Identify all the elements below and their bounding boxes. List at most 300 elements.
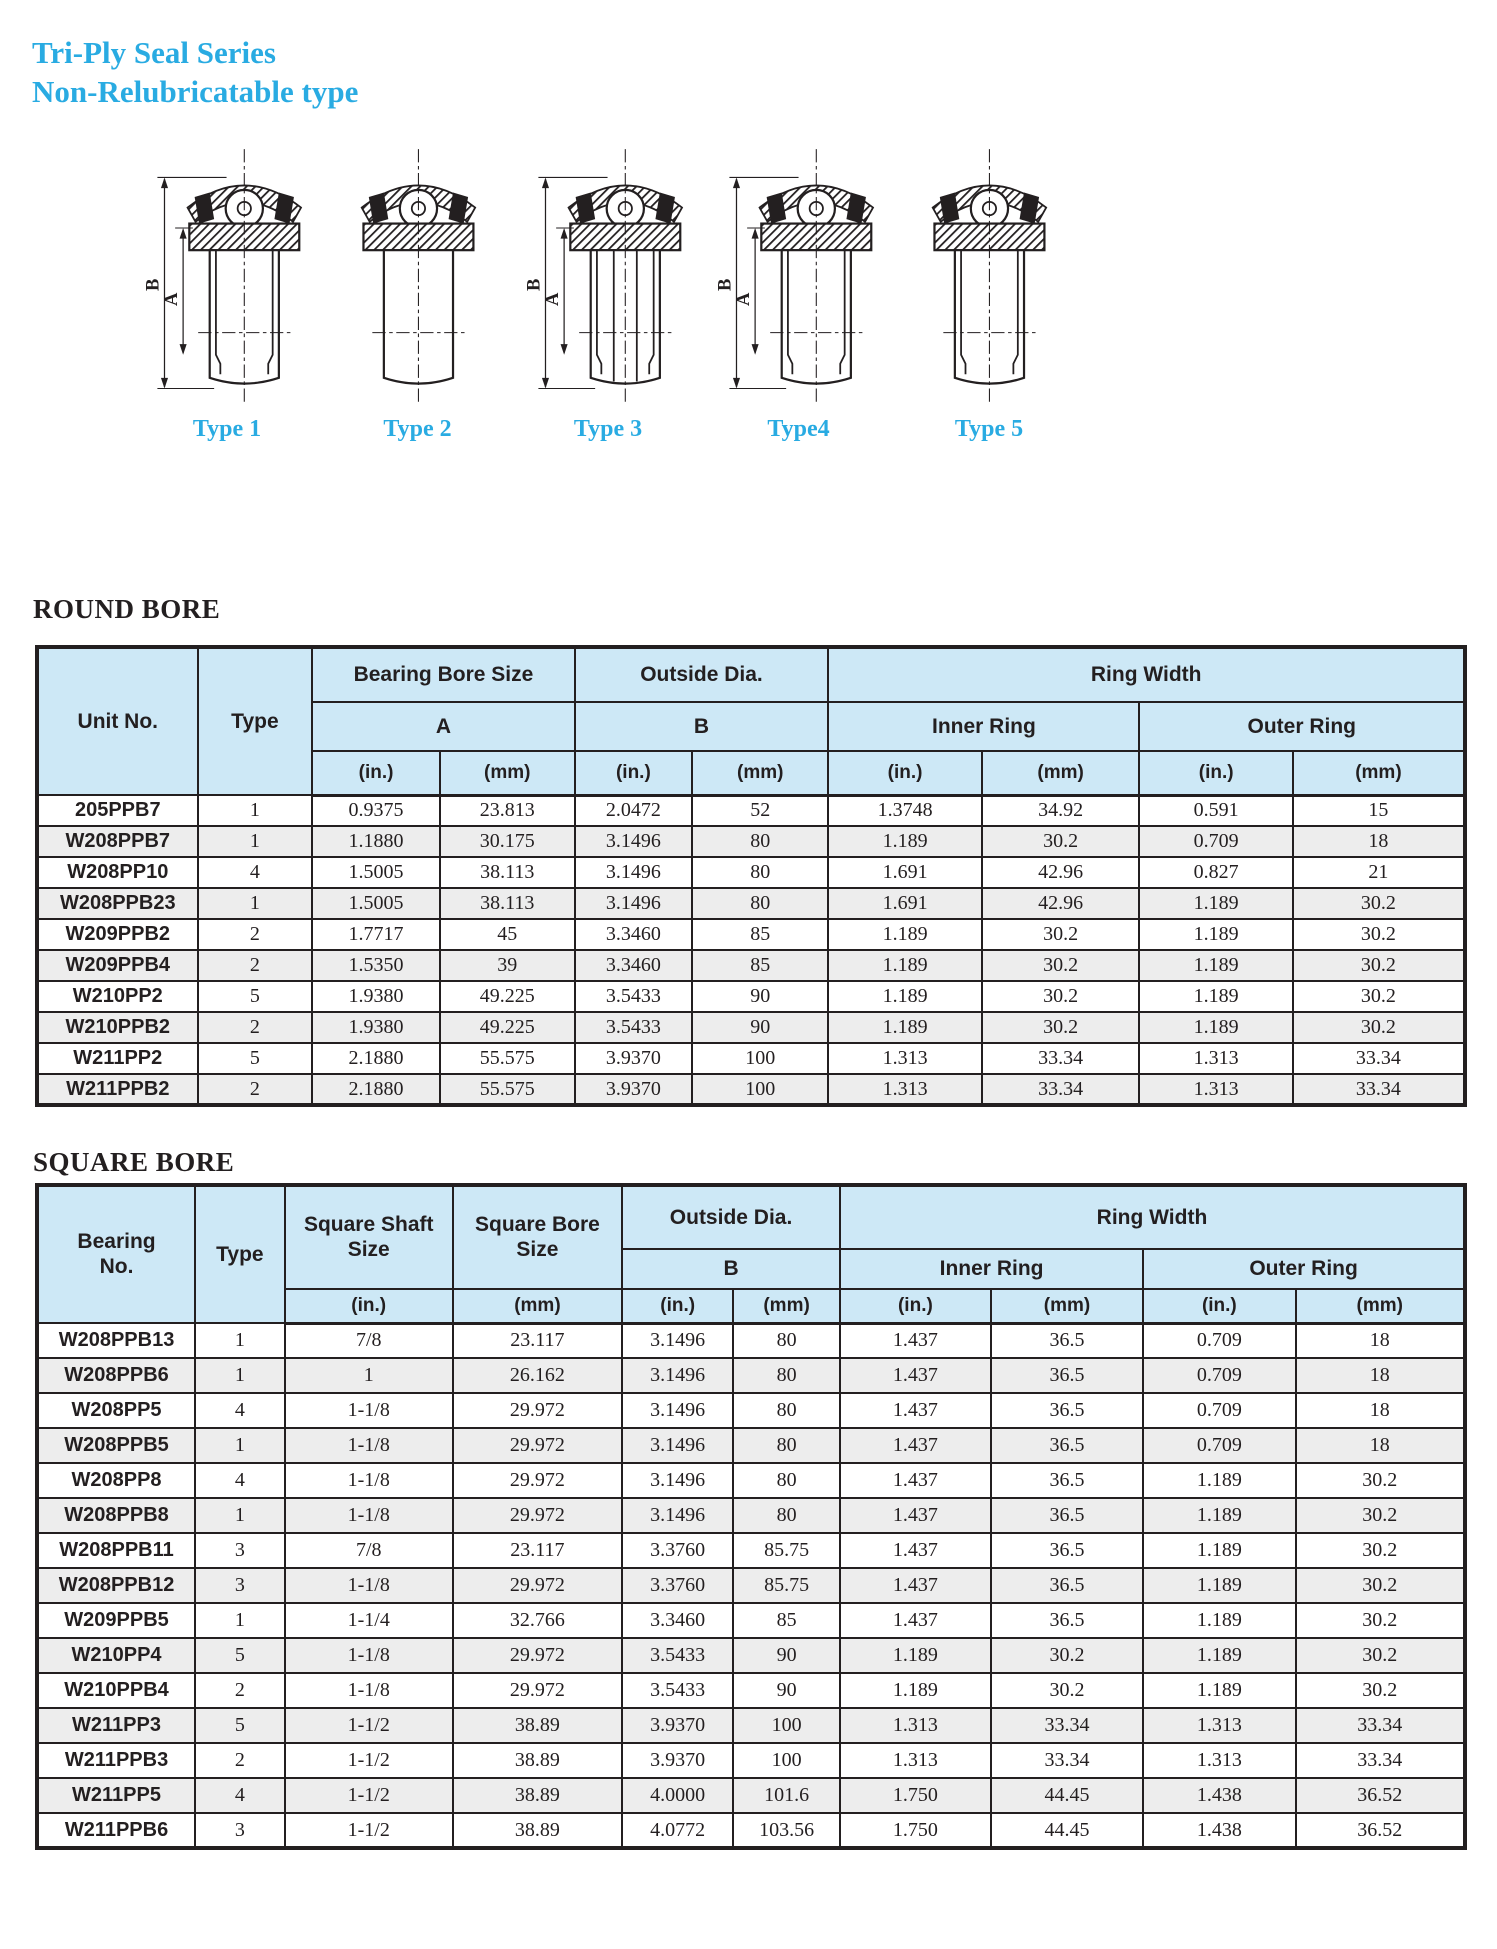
unit-header-mm: (mm)	[991, 1289, 1143, 1323]
value-cell: 30.2	[982, 981, 1140, 1012]
col-header-type: Type	[198, 647, 313, 795]
value-cell: 80	[733, 1498, 840, 1533]
value-cell: 29.972	[453, 1393, 622, 1428]
value-cell: 1.189	[1143, 1463, 1295, 1498]
unit-number-cell: W208PPB6	[37, 1358, 195, 1393]
value-cell: 45	[440, 919, 575, 950]
value-cell: 90	[692, 1012, 828, 1043]
bearing-cross-section	[901, 142, 1077, 408]
page-title-line1: Tri-Ply Seal Series	[32, 35, 276, 70]
value-cell: 80	[692, 857, 828, 888]
value-cell: 29.972	[453, 1568, 622, 1603]
unit-header-in: (in.)	[575, 751, 693, 795]
value-cell: 1.9380	[312, 1012, 440, 1043]
value-cell: 3.9370	[575, 1074, 693, 1105]
value-cell: 29.972	[453, 1673, 622, 1708]
value-cell: 80	[692, 826, 828, 857]
unit-header-in: (in.)	[828, 751, 981, 795]
table-row	[37, 1533, 1465, 1568]
table-row	[37, 1603, 1465, 1638]
value-cell: 3.3460	[622, 1603, 733, 1638]
unit-number-cell: W208PP5	[37, 1393, 195, 1428]
col-subheader-outer-ring: Outer Ring	[1139, 702, 1465, 751]
value-cell: 42.96	[982, 857, 1140, 888]
value-cell: 55.575	[440, 1043, 575, 1074]
value-cell: 1-1/2	[285, 1743, 453, 1778]
value-cell: 80	[733, 1323, 840, 1358]
value-cell: 38.89	[453, 1813, 622, 1848]
value-cell: 1.437	[840, 1393, 991, 1428]
col-header-square-shaft-size	[285, 1185, 453, 1289]
value-cell: 1.189	[828, 981, 981, 1012]
table-row	[37, 1323, 1465, 1358]
value-cell: 1-1/8	[285, 1568, 453, 1603]
value-cell: 33.34	[991, 1743, 1143, 1778]
value-cell: 0.709	[1143, 1323, 1295, 1358]
value-cell: 1.7717	[312, 919, 440, 950]
value-cell: 1.750	[840, 1813, 991, 1848]
value-cell: 23.117	[453, 1533, 622, 1568]
value-cell: 1.437	[840, 1463, 991, 1498]
value-cell: 1-1/4	[285, 1603, 453, 1638]
value-cell: 3.3460	[575, 919, 693, 950]
value-cell: 3.9370	[622, 1708, 733, 1743]
unit-number-cell: W208PPB13	[37, 1323, 195, 1358]
table-row	[37, 795, 1465, 826]
value-cell: 1.3748	[828, 795, 981, 826]
value-cell: 3.1496	[622, 1428, 733, 1463]
value-cell: 0.709	[1143, 1393, 1295, 1428]
bearing-type-5	[900, 142, 1078, 452]
value-cell: 36.52	[1296, 1778, 1465, 1813]
value-cell: 30.2	[1296, 1533, 1465, 1568]
table-row	[37, 1813, 1465, 1848]
table-row	[37, 1673, 1465, 1708]
table-row	[37, 1074, 1465, 1105]
value-cell: 101.6	[733, 1778, 840, 1813]
value-cell: 1.313	[1143, 1708, 1295, 1743]
value-cell: 38.89	[453, 1778, 622, 1813]
value-cell: 1.437	[840, 1568, 991, 1603]
value-cell: 30.2	[1296, 1498, 1465, 1533]
value-cell: 33.34	[982, 1043, 1140, 1074]
value-cell: 1-1/2	[285, 1708, 453, 1743]
value-cell: 1	[198, 888, 313, 919]
value-cell: 30.2	[1296, 1568, 1465, 1603]
value-cell: 1.189	[828, 1012, 981, 1043]
unit-number-cell: W210PP4	[37, 1638, 195, 1673]
bearing-type-2	[329, 142, 507, 452]
value-cell: 3.1496	[575, 826, 693, 857]
value-cell: 1.437	[840, 1428, 991, 1463]
page-title	[32, 34, 358, 112]
table-row	[37, 1428, 1465, 1463]
unit-number-cell: W208PP8	[37, 1463, 195, 1498]
value-cell: 30.2	[1293, 919, 1465, 950]
value-cell: 29.972	[453, 1638, 622, 1673]
bearing-type-4	[710, 142, 888, 452]
unit-header-mm: (mm)	[982, 751, 1140, 795]
value-cell: 80	[733, 1428, 840, 1463]
value-cell: 1.691	[828, 857, 981, 888]
value-cell: 1.189	[1143, 1673, 1295, 1708]
value-cell: 3.3760	[622, 1568, 733, 1603]
value-cell: 100	[692, 1074, 828, 1105]
type-label: Type 1	[192, 416, 262, 442]
unit-header-mm: (mm)	[692, 751, 828, 795]
value-cell: 44.45	[991, 1813, 1143, 1848]
unit-number-cell: W211PP5	[37, 1778, 195, 1813]
value-cell: 29.972	[453, 1428, 622, 1463]
value-cell: 30.2	[1296, 1673, 1465, 1708]
value-cell: 39	[440, 950, 575, 981]
value-cell: 1.189	[1143, 1568, 1295, 1603]
col-header-bearing-no	[37, 1185, 195, 1323]
value-cell: 30.2	[1293, 888, 1465, 919]
value-cell: 2	[195, 1673, 285, 1708]
table-row	[37, 1043, 1465, 1074]
value-cell: 5	[195, 1708, 285, 1743]
value-cell: 2.0472	[575, 795, 693, 826]
value-cell: 1	[195, 1428, 285, 1463]
value-cell: 1-1/8	[285, 1673, 453, 1708]
table-row	[37, 888, 1465, 919]
unit-header-in: (in.)	[840, 1289, 991, 1323]
value-cell: 0.709	[1143, 1358, 1295, 1393]
value-cell: 34.92	[982, 795, 1140, 826]
unit-header-mm: (mm)	[1296, 1289, 1465, 1323]
value-cell: 1-1/8	[285, 1393, 453, 1428]
col-subheader-inner-ring: Inner Ring	[840, 1249, 1143, 1289]
value-cell: 1.437	[840, 1533, 991, 1568]
value-cell: 1.437	[840, 1323, 991, 1358]
value-cell: 0.709	[1139, 826, 1292, 857]
value-cell: 1-1/8	[285, 1638, 453, 1673]
unit-number-cell: W208PPB8	[37, 1498, 195, 1533]
value-cell: 0.591	[1139, 795, 1292, 826]
value-cell: 1.189	[1139, 981, 1292, 1012]
value-cell: 2	[198, 919, 313, 950]
value-cell: 1.313	[840, 1743, 991, 1778]
value-cell: 3.1496	[575, 888, 693, 919]
table-row	[37, 1778, 1465, 1813]
value-cell: 1.189	[1143, 1603, 1295, 1638]
svg-text:A: A	[732, 292, 754, 307]
value-cell: 38.113	[440, 857, 575, 888]
table-row	[37, 919, 1465, 950]
unit-header-mm: (mm)	[453, 1289, 622, 1323]
unit-number-cell: W211PPB2	[37, 1074, 198, 1105]
value-cell: 1	[198, 826, 313, 857]
value-cell: 30.2	[991, 1638, 1143, 1673]
value-cell: 4	[195, 1463, 285, 1498]
value-cell: 3.3760	[622, 1533, 733, 1568]
value-cell: 1.1880	[312, 826, 440, 857]
value-cell: 1.438	[1143, 1813, 1295, 1848]
value-cell: 3	[195, 1533, 285, 1568]
bearing-cross-section	[711, 142, 887, 408]
value-cell: 1.691	[828, 888, 981, 919]
value-cell: 29.972	[453, 1463, 622, 1498]
value-cell: 1.313	[1139, 1043, 1292, 1074]
value-cell: 1-1/8	[285, 1428, 453, 1463]
value-cell: 1-1/8	[285, 1463, 453, 1498]
bearing-type-diagrams	[138, 142, 1078, 452]
value-cell: 85	[692, 950, 828, 981]
value-cell: 1.5005	[312, 888, 440, 919]
unit-header-in: (in.)	[1139, 751, 1292, 795]
unit-header-mm: (mm)	[733, 1289, 840, 1323]
value-cell: 90	[733, 1638, 840, 1673]
value-cell: 55.575	[440, 1074, 575, 1105]
unit-number-cell: W211PPB3	[37, 1743, 195, 1778]
value-cell: 3	[195, 1813, 285, 1848]
value-cell: 36.5	[991, 1498, 1143, 1533]
unit-header-in: (in.)	[622, 1289, 733, 1323]
unit-number-cell: W209PPB5	[37, 1603, 195, 1638]
value-cell: 1.5350	[312, 950, 440, 981]
value-cell: 2	[198, 950, 313, 981]
value-cell: 36.5	[991, 1428, 1143, 1463]
value-cell: 29.972	[453, 1498, 622, 1533]
value-cell: 3.3460	[575, 950, 693, 981]
value-cell: 3.5433	[575, 1012, 693, 1043]
square-bore-heading: SQUARE BORE	[33, 1147, 235, 1177]
value-cell: 18	[1296, 1358, 1465, 1393]
value-cell: 4	[198, 857, 313, 888]
unit-number-cell: W208PP10	[37, 857, 198, 888]
table-row	[37, 981, 1465, 1012]
value-cell: 1.189	[1143, 1638, 1295, 1673]
value-cell: 90	[733, 1673, 840, 1708]
value-cell: 30.2	[1296, 1463, 1465, 1498]
value-cell: 1-1/2	[285, 1813, 453, 1848]
col-subheader-a: A	[312, 702, 574, 751]
value-cell: 36.5	[991, 1533, 1143, 1568]
value-cell: 7/8	[285, 1323, 453, 1358]
value-cell: 1.750	[840, 1778, 991, 1813]
unit-number-cell: W211PP2	[37, 1043, 198, 1074]
unit-number-cell: W209PPB4	[37, 950, 198, 981]
value-cell: 1.313	[1143, 1743, 1295, 1778]
value-cell: 1.437	[840, 1498, 991, 1533]
value-cell: 30.2	[1293, 981, 1465, 1012]
unit-number-cell: W208PPB12	[37, 1568, 195, 1603]
value-cell: 1-1/2	[285, 1778, 453, 1813]
col-header-square-bore-size	[453, 1185, 622, 1289]
value-cell: 44.45	[991, 1778, 1143, 1813]
value-cell: 85.75	[733, 1533, 840, 1568]
value-cell: 38.89	[453, 1708, 622, 1743]
value-cell: 3.5433	[622, 1673, 733, 1708]
value-cell: 1.437	[840, 1603, 991, 1638]
value-cell: 100	[692, 1043, 828, 1074]
value-cell: 3.1496	[622, 1498, 733, 1533]
value-cell: 1	[285, 1358, 453, 1393]
svg-text:B: B	[713, 278, 735, 291]
value-cell: 18	[1296, 1323, 1465, 1358]
value-cell: 1-1/8	[285, 1498, 453, 1533]
round-bore-heading: ROUND BORE	[33, 594, 221, 624]
value-cell: 15	[1293, 795, 1465, 826]
value-cell: 1.437	[840, 1358, 991, 1393]
value-cell: 100	[733, 1743, 840, 1778]
unit-number-cell: W209PPB2	[37, 919, 198, 950]
value-cell: 33.34	[1293, 1074, 1465, 1105]
value-cell: 2	[198, 1074, 313, 1105]
square-bore-table	[35, 1183, 1467, 1850]
col-subheader-inner-ring: Inner Ring	[828, 702, 1139, 751]
value-cell: 1.189	[840, 1638, 991, 1673]
type-label: Type 3	[573, 416, 643, 442]
value-cell: 1	[195, 1358, 285, 1393]
value-cell: 5	[195, 1638, 285, 1673]
value-cell: 1.189	[1143, 1498, 1295, 1533]
unit-header-mm: (mm)	[1293, 751, 1465, 795]
value-cell: 1.189	[1139, 888, 1292, 919]
value-cell: 3.5433	[575, 981, 693, 1012]
value-cell: 18	[1296, 1428, 1465, 1463]
col-header-bearing-no-text: Bearing No.	[77, 1230, 156, 1278]
value-cell: 4.0772	[622, 1813, 733, 1848]
value-cell: 1.189	[1143, 1533, 1295, 1568]
value-cell: 21	[1293, 857, 1465, 888]
col-header-type: Type	[195, 1185, 285, 1323]
value-cell: 1	[195, 1498, 285, 1533]
value-cell: 100	[733, 1708, 840, 1743]
table-row	[37, 1638, 1465, 1673]
table-row	[37, 1708, 1465, 1743]
value-cell: 30.175	[440, 826, 575, 857]
value-cell: 4	[195, 1393, 285, 1428]
col-subheader-b: B	[622, 1249, 840, 1289]
value-cell: 1	[195, 1603, 285, 1638]
bearing-type-3	[519, 142, 697, 452]
value-cell: 38.89	[453, 1743, 622, 1778]
value-cell: 32.766	[453, 1603, 622, 1638]
unit-number-cell: W210PPB4	[37, 1673, 195, 1708]
value-cell: 103.56	[733, 1813, 840, 1848]
bearing-cross-section	[330, 142, 506, 408]
bearing-cross-section	[520, 142, 696, 408]
value-cell: 30.2	[982, 919, 1140, 950]
value-cell: 3.1496	[622, 1358, 733, 1393]
value-cell: 85	[733, 1603, 840, 1638]
value-cell: 3.5433	[622, 1638, 733, 1673]
unit-number-cell: W211PPB6	[37, 1813, 195, 1848]
type-label: Type 2	[383, 416, 452, 442]
value-cell: 36.52	[1296, 1813, 1465, 1848]
value-cell: 80	[733, 1393, 840, 1428]
value-cell: 33.34	[1293, 1043, 1465, 1074]
value-cell: 30.2	[1296, 1603, 1465, 1638]
table-row	[37, 950, 1465, 981]
value-cell: 1.189	[1139, 950, 1292, 981]
value-cell: 80	[692, 888, 828, 919]
value-cell: 1.9380	[312, 981, 440, 1012]
col-subheader-outer-ring: Outer Ring	[1143, 1249, 1465, 1289]
value-cell: 1.189	[1139, 919, 1292, 950]
table-row	[37, 1012, 1465, 1043]
round-bore-table	[35, 645, 1467, 1107]
value-cell: 5	[198, 981, 313, 1012]
value-cell: 1.189	[828, 919, 981, 950]
value-cell: 30.2	[1296, 1638, 1465, 1673]
value-cell: 33.34	[982, 1074, 1140, 1105]
col-group-ring-width: Ring Width	[840, 1185, 1465, 1249]
unit-header-in: (in.)	[1143, 1289, 1295, 1323]
svg-text:A: A	[541, 292, 563, 307]
value-cell: 0.827	[1139, 857, 1292, 888]
col-group-outside-dia: Outside Dia.	[575, 647, 829, 702]
col-group-bearing-bore-size: Bearing Bore Size	[312, 647, 574, 702]
table-row	[37, 826, 1465, 857]
value-cell: 2	[195, 1743, 285, 1778]
value-cell: 3.1496	[622, 1463, 733, 1498]
unit-header-mm: (mm)	[440, 751, 575, 795]
unit-number-cell: W210PP2	[37, 981, 198, 1012]
value-cell: 1	[195, 1323, 285, 1358]
value-cell: 4.0000	[622, 1778, 733, 1813]
table-row	[37, 1743, 1465, 1778]
value-cell: 1.313	[840, 1708, 991, 1743]
type-label: Type 5	[954, 416, 1024, 442]
value-cell: 36.5	[991, 1568, 1143, 1603]
value-cell: 18	[1293, 826, 1465, 857]
value-cell: 0.9375	[312, 795, 440, 826]
value-cell: 3.9370	[622, 1743, 733, 1778]
value-cell: 0.709	[1143, 1428, 1295, 1463]
value-cell: 90	[692, 981, 828, 1012]
unit-number-cell: W208PPB11	[37, 1533, 195, 1568]
value-cell: 1.5005	[312, 857, 440, 888]
value-cell: 1.313	[828, 1074, 981, 1105]
value-cell: 85.75	[733, 1568, 840, 1603]
value-cell: 2.1880	[312, 1074, 440, 1105]
page-title-line2: Non-Relubricatable type	[32, 73, 359, 109]
unit-number-cell: 205PPB7	[37, 795, 198, 826]
unit-header-in: (in.)	[312, 751, 440, 795]
value-cell: 5	[198, 1043, 313, 1074]
bearing-type-1	[138, 142, 316, 452]
unit-number-cell: W208PPB5	[37, 1428, 195, 1463]
value-cell: 2	[198, 1012, 313, 1043]
value-cell: 18	[1296, 1393, 1465, 1428]
value-cell: 3.1496	[622, 1393, 733, 1428]
value-cell: 85	[692, 919, 828, 950]
value-cell: 23.117	[453, 1323, 622, 1358]
table-row	[37, 1498, 1465, 1533]
table-row	[37, 1568, 1465, 1603]
value-cell: 36.5	[991, 1358, 1143, 1393]
value-cell: 1.189	[828, 826, 981, 857]
value-cell: 23.813	[440, 795, 575, 826]
value-cell: 30.2	[982, 826, 1140, 857]
value-cell: 2.1880	[312, 1043, 440, 1074]
value-cell: 36.5	[991, 1463, 1143, 1498]
value-cell: 30.2	[1293, 950, 1465, 981]
unit-header-in: (in.)	[285, 1289, 453, 1323]
value-cell: 1.438	[1143, 1778, 1295, 1813]
value-cell: 3.1496	[575, 857, 693, 888]
value-cell: 4	[195, 1778, 285, 1813]
value-cell: 3.1496	[622, 1323, 733, 1358]
value-cell: 33.34	[991, 1708, 1143, 1743]
table-row	[37, 857, 1465, 888]
col-subheader-b: B	[575, 702, 829, 751]
value-cell: 30.2	[982, 950, 1140, 981]
value-cell: 30.2	[991, 1673, 1143, 1708]
